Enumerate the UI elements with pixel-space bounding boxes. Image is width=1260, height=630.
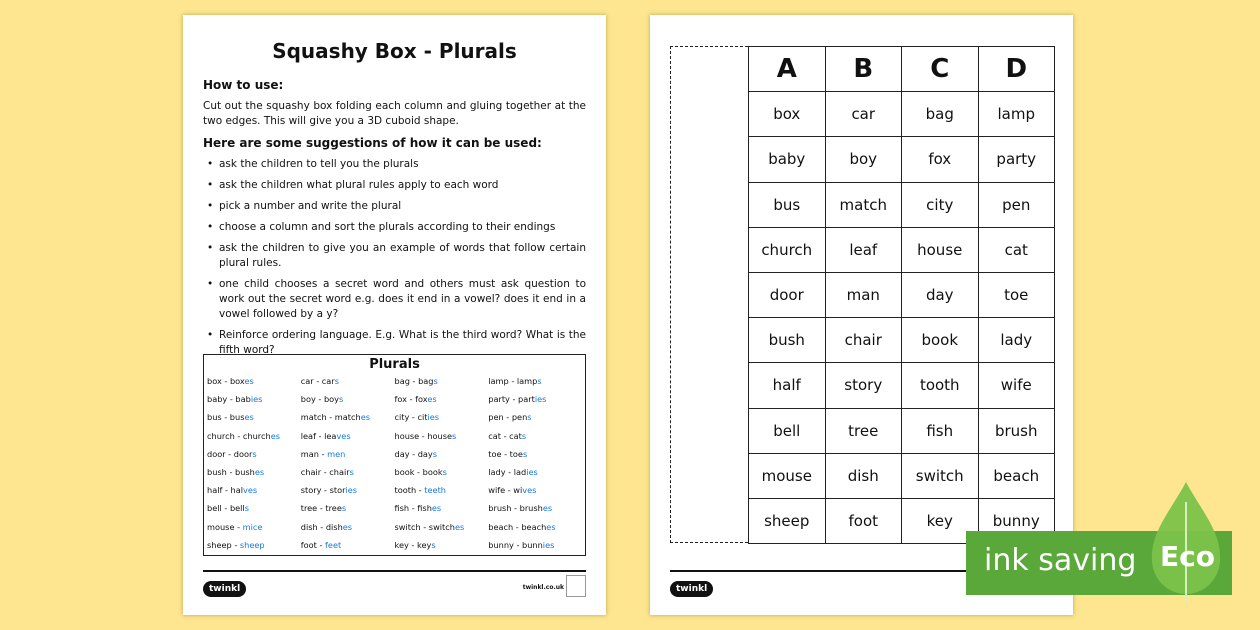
page-title: Squashy Box - Plurals [272, 39, 517, 63]
plural-ending: s [527, 412, 532, 423]
column-header: C [902, 47, 979, 92]
grid-word: party [978, 137, 1055, 182]
plural-entry [488, 481, 582, 499]
plural-ending: s [431, 539, 436, 550]
plural-word: chair - chair [300, 466, 350, 477]
grid-word: pen [978, 182, 1055, 227]
plural-word: beach - beach [488, 521, 547, 532]
plural-ending: mice [242, 521, 263, 532]
plural-entry [395, 445, 489, 463]
plural-word: car - car [300, 376, 335, 386]
plural-word: fox - fox [394, 394, 428, 405]
grid-word: bus [749, 182, 826, 227]
plural-ending: s [442, 466, 447, 477]
plural-word: day - day [394, 448, 433, 459]
plural-ending: es [244, 376, 254, 386]
site-url: twinkl.co.uk [522, 584, 564, 591]
plural-entry [395, 390, 489, 408]
plural-entry [488, 518, 582, 536]
grid-word: story [825, 363, 902, 408]
plural-entry [207, 427, 301, 445]
plural-word: dish - dish [300, 521, 343, 532]
squashy-box-page [650, 15, 1073, 615]
plural-ending: es [254, 466, 265, 477]
grid-word: church [749, 227, 826, 272]
plural-word: half - hal [207, 485, 244, 496]
grid-word: half [749, 363, 826, 408]
plural-entry [301, 390, 395, 408]
grid-word: brush [978, 408, 1055, 453]
suggestion-item: • Reinforce ordering language. E.g. What is the third word? What is the fifth word? [219, 328, 586, 358]
plural-entry [301, 499, 395, 517]
suggestions-heading: Here are some suggestions of how it can be used: [203, 136, 542, 150]
plural-ending: ves [243, 485, 258, 496]
plural-word: bell - bell [207, 503, 245, 514]
grid-row [749, 363, 1055, 408]
plural-word: book - book [394, 466, 443, 477]
plural-entry [301, 372, 395, 390]
column-header: D [978, 47, 1055, 92]
plural-ending: es [454, 521, 465, 532]
plural-word: toe - toe [488, 448, 523, 459]
column-header: B [825, 47, 902, 92]
plural-entry [207, 408, 301, 426]
plural-entry [301, 427, 395, 445]
quality-badge-icon [566, 575, 586, 597]
grid-word: match [825, 182, 902, 227]
plurals-table [203, 354, 586, 556]
eco-badge-text: ink saving [984, 543, 1137, 578]
suggestions-list [219, 157, 586, 364]
plurals-title: Plurals [369, 357, 420, 372]
plural-ending: s [537, 376, 542, 386]
grid-word: bag [902, 92, 979, 137]
plural-ending: s [522, 448, 528, 459]
grid-word: beach [978, 453, 1055, 498]
plural-word: cat - cat [488, 430, 522, 441]
plural-word: tooth - [394, 485, 425, 496]
plural-word: foot - [300, 539, 326, 550]
glue-flap [670, 46, 748, 543]
plural-ending: men [327, 448, 346, 459]
plural-entry [395, 372, 489, 390]
plural-word: fish - fish [394, 503, 432, 514]
plural-entry [488, 390, 582, 408]
suggestion-item: • ask the children what plural rules apply to each word [219, 178, 586, 193]
plural-word: bush - bush [207, 466, 255, 477]
eco-label: Eco [1160, 540, 1215, 573]
plural-entry [488, 372, 582, 390]
plural-word: tree - tree [300, 503, 342, 514]
plural-entry [395, 427, 489, 445]
grid-row [749, 272, 1055, 317]
suggestion-item: • ask the children to give you an example of words that follow certain plural rules. [219, 241, 586, 271]
grid-row [749, 408, 1055, 453]
plural-ending: ies [542, 539, 555, 550]
plural-word: brush - brush [488, 503, 543, 514]
suggestion-item: • ask the children to tell you the plurals [219, 157, 586, 172]
grid-word: fox [902, 137, 979, 182]
plural-ending: feet [325, 539, 342, 550]
grid-word: sheep [749, 498, 826, 543]
plural-entry [301, 463, 395, 481]
plural-ending: ies [345, 485, 358, 496]
plural-ending: es [244, 412, 254, 423]
grid-word: baby [749, 137, 826, 182]
grid-word: boy [825, 137, 902, 182]
plural-word: party - part [488, 394, 535, 405]
plural-word: match - match [300, 412, 361, 423]
twinkl-logo: twinkl [670, 581, 713, 597]
grid-word: bunny [978, 498, 1055, 543]
plural-entry [207, 390, 301, 408]
plural-word: bunny - bunn [488, 539, 543, 550]
plural-entry [488, 445, 582, 463]
plural-entry [207, 372, 301, 390]
grid-row [749, 453, 1055, 498]
plural-ending: sheep [239, 539, 265, 550]
grid-word: leaf [825, 227, 902, 272]
plural-ending: s [252, 448, 257, 459]
plural-ending: ies [534, 394, 547, 405]
grid-word: cat [978, 227, 1055, 272]
twinkl-logo: twinkl [203, 581, 246, 597]
plural-entry [395, 518, 489, 536]
grid-word: car [825, 92, 902, 137]
plural-entry [488, 499, 582, 517]
plural-ending: s [452, 430, 457, 441]
plural-ending: s [433, 376, 438, 386]
plural-ending: es [270, 430, 280, 441]
plural-entry [301, 445, 395, 463]
plural-ending: ies [250, 394, 263, 405]
plural-entry [395, 463, 489, 481]
grid-word: door [749, 272, 826, 317]
plural-ending: es [546, 521, 556, 532]
plural-entry [395, 499, 489, 517]
grid-word: chair [825, 318, 902, 363]
grid-word: city [902, 182, 979, 227]
grid-word: box [749, 92, 826, 137]
grid-word: bush [749, 318, 826, 363]
plural-entry [395, 536, 489, 554]
suggestion-item: • pick a number and write the plural [219, 199, 586, 214]
plural-word: bus - bus [207, 412, 245, 423]
grid-word: tooth [902, 363, 979, 408]
grid-word: bell [749, 408, 826, 453]
plural-entry [207, 445, 301, 463]
how-to-use-heading: How to use: [203, 78, 284, 92]
suggestion-item: • choose a column and sort the plurals according to their endings [219, 220, 586, 235]
grid-word: book [902, 318, 979, 363]
plural-entry [395, 408, 489, 426]
grid-word: switch [902, 453, 979, 498]
grid-word: house [902, 227, 979, 272]
grid-row [749, 318, 1055, 363]
grid-row [749, 92, 1055, 137]
plural-word: house - house [394, 430, 453, 441]
plural-ending: es [342, 521, 353, 532]
plural-word: baby - bab [207, 394, 251, 405]
grid-word: foot [825, 498, 902, 543]
column-header: A [749, 47, 826, 92]
grid-word: dish [825, 453, 902, 498]
plural-ending: s [521, 430, 527, 441]
plural-entry [301, 518, 395, 536]
grid-row [749, 227, 1055, 272]
suggestion-item: • one child chooses a secret word and others must ask question to work out the secret word e.g. does it end in a vowel? does it end in a vowel followed by a y? [219, 277, 586, 322]
plural-ending: s [349, 466, 354, 477]
grid-word: lamp [978, 92, 1055, 137]
grid-word: key [902, 498, 979, 543]
plural-word: lamp - lamp [488, 376, 538, 386]
plural-word: city - cit [394, 412, 428, 423]
footer [203, 570, 586, 594]
plural-word: box - box [207, 376, 245, 386]
plural-entry [207, 481, 301, 499]
grid-word: day [902, 272, 979, 317]
plural-word: sheep - [207, 539, 240, 550]
plural-word: lady - lad [488, 466, 527, 477]
plural-word: boy - boy [300, 394, 340, 405]
how-to-use-text: Cut out the squashy box folding each column and gluing together at the two edges. This will give you a 3D cuboid shape. [203, 100, 586, 127]
plural-word: door - door [207, 448, 253, 459]
plural-ending: ies [427, 412, 440, 423]
plural-ending: s [244, 503, 250, 514]
grid-word: wife [978, 363, 1055, 408]
plural-word: pen - pen [488, 412, 528, 423]
grid-word: tree [825, 408, 902, 453]
plural-ending: es [542, 503, 553, 514]
plural-entry [207, 499, 301, 517]
plural-ending: es [431, 503, 442, 514]
grid-row [749, 137, 1055, 182]
plural-word: story - stor [300, 485, 346, 496]
plural-ending: s [341, 503, 347, 514]
plural-entry [301, 481, 395, 499]
plural-word: leaf - lea [300, 430, 337, 441]
plural-word: switch - switch [394, 521, 455, 532]
plural-entry [488, 427, 582, 445]
plural-ending: ves [336, 430, 351, 441]
plural-entry [207, 536, 301, 554]
plural-ending: ves [522, 485, 537, 496]
plural-entry [395, 481, 489, 499]
plural-word: wife - wi [488, 485, 523, 496]
plural-entry [488, 536, 582, 554]
plural-ending: s [334, 376, 339, 386]
plural-entry [488, 463, 582, 481]
plural-word: church - church [207, 430, 271, 441]
grid-word: toe [978, 272, 1055, 317]
plural-entry [207, 518, 301, 536]
grid-word: mouse [749, 453, 826, 498]
plural-entry [488, 408, 582, 426]
grid-row [749, 182, 1055, 227]
grid-word: man [825, 272, 902, 317]
plural-ending: s [432, 448, 438, 459]
instructions-page [183, 15, 606, 615]
plural-ending: teeth [424, 485, 446, 496]
plural-ending: s [339, 394, 344, 405]
plural-word: bag - bag [394, 376, 434, 386]
plural-word: key - key [394, 539, 432, 550]
plural-entry [301, 536, 395, 554]
grid-word: lady [978, 318, 1055, 363]
word-grid [748, 46, 1055, 544]
plural-ending: es [360, 412, 371, 423]
plural-ending: es [427, 394, 437, 405]
plural-entry [207, 463, 301, 481]
grid-word: fish [902, 408, 979, 453]
plural-ending: ies [526, 466, 538, 477]
plural-word: man - [300, 448, 328, 459]
plural-word: mouse - [207, 521, 243, 532]
plural-entry [301, 408, 395, 426]
